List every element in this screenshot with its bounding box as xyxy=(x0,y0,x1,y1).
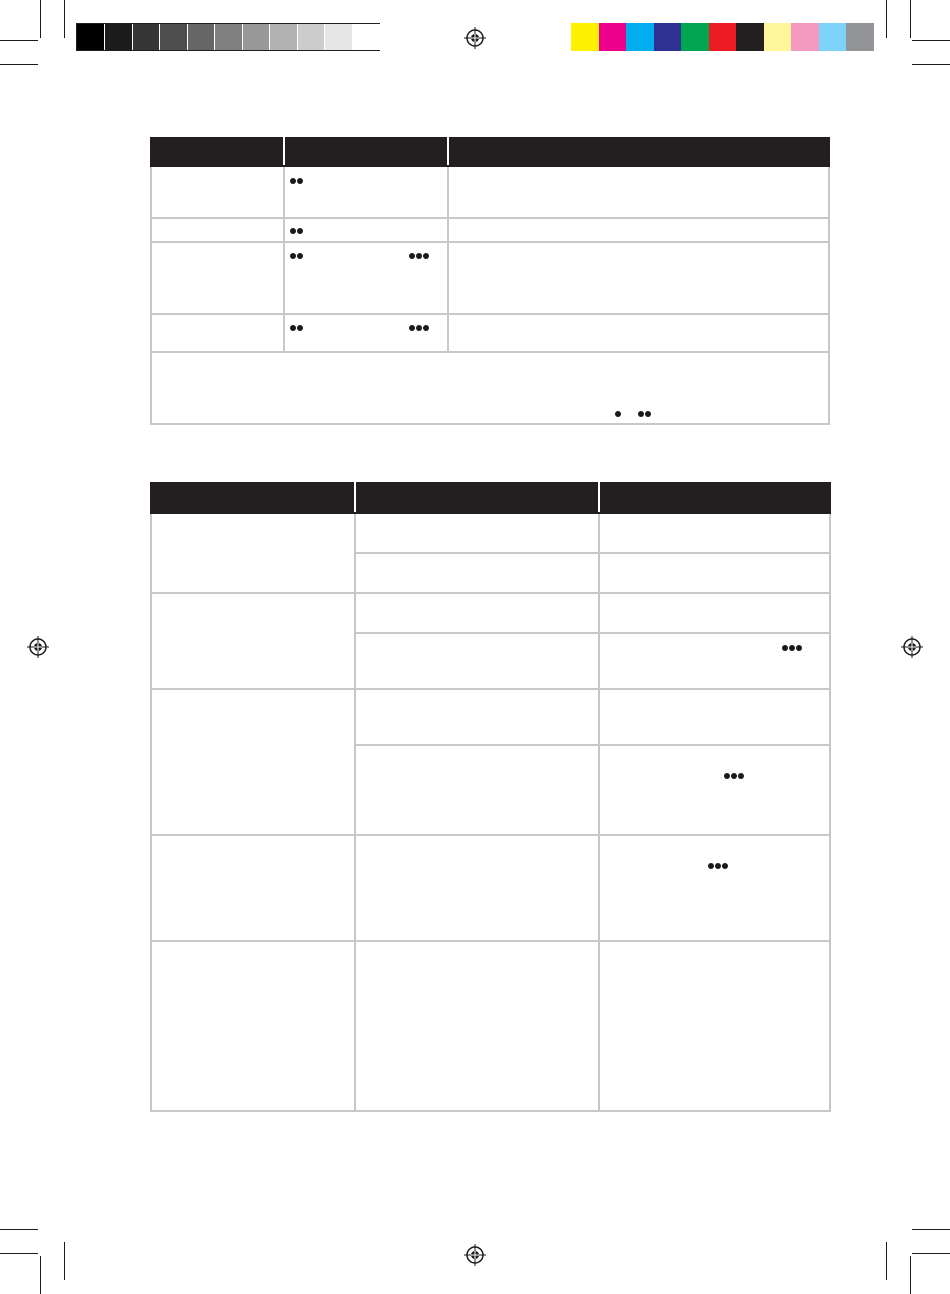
table-cell xyxy=(151,941,355,1111)
grayscale-swatch xyxy=(242,24,271,50)
table-cell xyxy=(599,689,830,745)
grayscale-swatch xyxy=(324,24,353,50)
crop-mark xyxy=(886,1242,887,1280)
crop-mark xyxy=(0,40,38,41)
table-cell xyxy=(448,242,829,314)
two-dot-marker-icon xyxy=(290,325,304,331)
one-dot-marker-icon xyxy=(615,411,622,417)
grayscale-swatch xyxy=(214,24,243,50)
process-swatch xyxy=(736,23,764,51)
crop-mark xyxy=(40,1256,41,1294)
table-cell xyxy=(151,166,284,218)
crop-mark xyxy=(912,1229,950,1230)
table-cell xyxy=(284,242,448,314)
table-cell xyxy=(151,218,284,242)
two-dot-marker-icon xyxy=(290,178,304,184)
three-dot-marker-icon xyxy=(708,863,729,869)
table-cell xyxy=(151,835,355,941)
table-row xyxy=(151,218,829,242)
three-dot-marker-icon xyxy=(724,773,745,779)
troubleshooting-table xyxy=(150,482,831,1112)
grayscale-swatch xyxy=(77,24,105,50)
table-cell xyxy=(151,689,355,835)
table-cell xyxy=(448,218,829,242)
table-cell xyxy=(355,835,599,941)
table-header-cell xyxy=(448,138,829,166)
table-cell xyxy=(448,166,829,218)
process-swatch xyxy=(846,23,874,51)
grayscale-swatch xyxy=(352,24,381,50)
table-row xyxy=(151,314,829,352)
table-cell xyxy=(284,314,448,352)
table-cell xyxy=(599,593,830,633)
table-header-row xyxy=(151,138,829,166)
table-cell xyxy=(355,593,599,633)
crop-mark xyxy=(40,0,41,38)
two-dot-marker-icon xyxy=(638,411,652,417)
crop-mark xyxy=(912,1253,950,1254)
table-row xyxy=(151,835,830,941)
crop-mark xyxy=(64,0,65,38)
table-header-cell xyxy=(355,483,599,513)
table-cell xyxy=(151,513,355,593)
table-cell xyxy=(151,314,284,352)
table-cell xyxy=(355,633,599,689)
table-header-cell xyxy=(151,483,355,513)
two-dot-marker-icon xyxy=(290,253,304,259)
table-header-cell xyxy=(284,138,448,166)
crop-mark xyxy=(912,64,950,65)
process-swatch xyxy=(571,23,599,51)
process-color-bar xyxy=(571,23,874,51)
table-note-row xyxy=(151,352,829,424)
grayscale-color-bar xyxy=(76,23,380,51)
table-cell xyxy=(599,745,830,835)
table-row xyxy=(151,513,830,553)
settings-table xyxy=(150,137,830,425)
table-note-cell xyxy=(151,352,829,424)
process-swatch xyxy=(626,23,654,51)
table-cell xyxy=(355,941,599,1111)
table-cell xyxy=(448,314,829,352)
registration-target-icon xyxy=(464,1244,486,1266)
table-cell xyxy=(151,593,355,689)
table-header-cell xyxy=(151,138,284,166)
crop-mark xyxy=(910,1256,911,1294)
crop-mark xyxy=(0,1253,38,1254)
table-cell xyxy=(599,513,830,553)
table-cell xyxy=(599,633,830,689)
table-cell xyxy=(599,941,830,1111)
table-cell xyxy=(284,166,448,218)
process-swatch xyxy=(791,23,819,51)
table-row xyxy=(151,166,829,218)
crop-mark xyxy=(910,0,911,38)
three-dot-marker-icon xyxy=(782,645,803,651)
grayscale-swatch xyxy=(104,24,133,50)
table-row xyxy=(151,593,830,633)
table-row xyxy=(151,941,830,1111)
table-row xyxy=(151,242,829,314)
process-swatch xyxy=(681,23,709,51)
crop-mark xyxy=(886,0,887,38)
registration-target-icon xyxy=(464,27,486,49)
crop-mark xyxy=(64,1242,65,1280)
table-cell xyxy=(355,513,599,553)
crop-mark xyxy=(0,1229,38,1230)
grayscale-swatch xyxy=(187,24,216,50)
process-swatch xyxy=(654,23,682,51)
table-cell xyxy=(151,242,284,314)
registration-target-icon xyxy=(901,636,923,658)
crop-mark xyxy=(912,40,950,41)
grayscale-swatch xyxy=(269,24,298,50)
table-row xyxy=(151,689,830,745)
grayscale-swatch xyxy=(159,24,188,50)
table-cell xyxy=(355,689,599,745)
grayscale-swatch xyxy=(132,24,161,50)
process-swatch xyxy=(599,23,627,51)
crop-mark xyxy=(0,64,38,65)
process-swatch xyxy=(764,23,792,51)
table-cell xyxy=(355,745,599,835)
three-dot-marker-icon xyxy=(409,253,430,259)
table-header-row xyxy=(151,483,830,513)
table-cell xyxy=(599,835,830,941)
process-swatch xyxy=(709,23,737,51)
grayscale-swatch xyxy=(297,24,326,50)
table-cell xyxy=(355,553,599,593)
process-swatch xyxy=(819,23,847,51)
three-dot-marker-icon xyxy=(409,325,430,331)
table-cell xyxy=(599,553,830,593)
table-header-cell xyxy=(599,483,830,513)
table-cell xyxy=(284,218,448,242)
registration-target-icon xyxy=(27,636,49,658)
two-dot-marker-icon xyxy=(290,228,304,234)
